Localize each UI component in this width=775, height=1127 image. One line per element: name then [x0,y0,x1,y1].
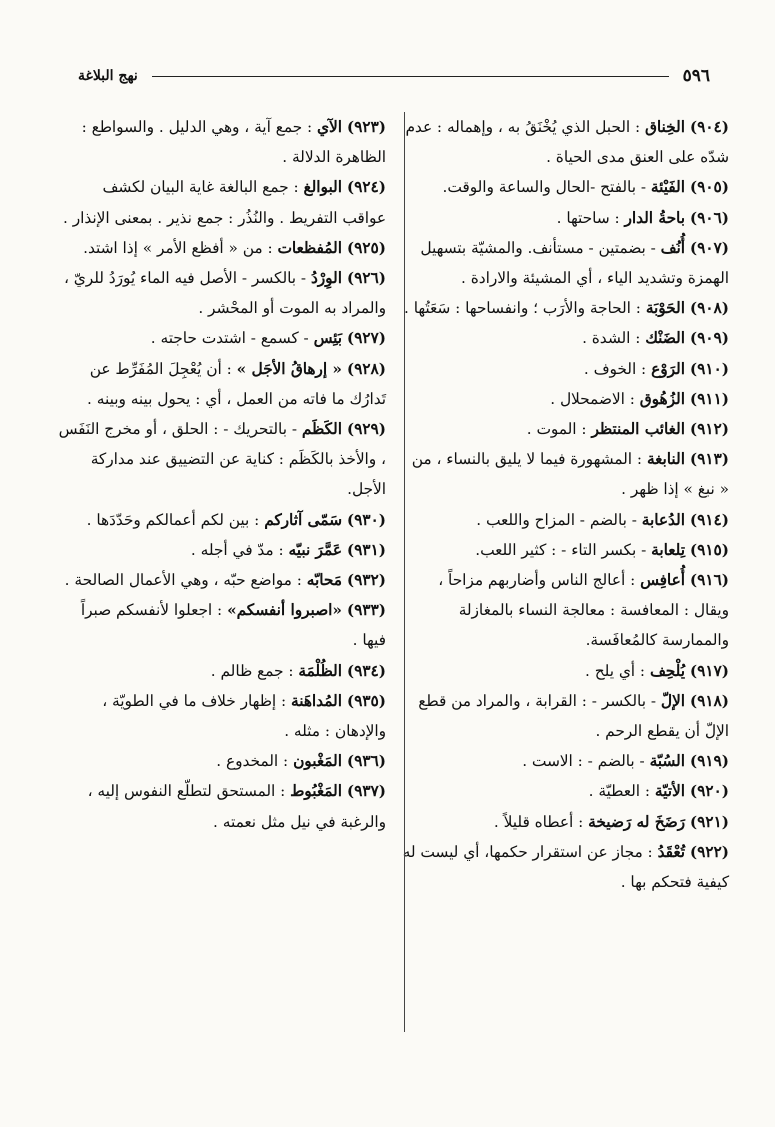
entry-definition: : مواضع حبّه ، وهي الأعمال الصالحة . [64,571,302,590]
entry-definition: - بكسر التاء - : كثير اللعب. [475,540,647,559]
entry-term: يُلْحِف [649,661,685,680]
entry-term: «اصبروا أنفسكم» [227,601,342,620]
entry-term: مَحابّه [306,571,342,590]
glossary-entry [399,293,729,323]
entry-term: الوِرْدُ [310,269,342,288]
entry-term: الزُهُوق [639,389,685,408]
entry-term: المَغْبُوط [290,782,342,801]
glossary-entry [56,595,386,655]
entry-definition: : اجعلوا لأنفسكم صبراً فيها . [80,601,386,650]
entry-number: (٩٣٧) [346,782,386,801]
entry-term: الغائب المنتظر [591,420,685,439]
entry-definition: : مدّ في أجله . [190,540,284,559]
entry-number: (٩١٤) [689,510,729,529]
entry-number: (٩٢٠) [689,782,729,801]
entry-term: تِلعابة [651,540,685,559]
entry-number: (٩٠٨) [689,299,729,318]
entry-number: (٩٢١) [689,812,729,831]
glossary-entry [56,112,386,172]
entry-term: رَضَخَ له رَضيخة [588,812,685,831]
entry-definition: : المشهورة فيما لا يليق بالنساء ، من « نبغ » إذا ظهر . [411,450,729,499]
entry-term: السُبّة [649,752,685,771]
entry-term: الرَوْع [651,359,685,378]
entry-term: المَغْبون [293,752,342,771]
glossary-entry [399,233,729,293]
glossary-entry [56,323,386,353]
entry-number: (٩٠٤) [689,118,729,136]
entry-term: باحةُ الدار [624,208,685,227]
entry-definition: : إظهار خلاف ما في الطويّة ، والإدهان : مثله . [102,691,386,741]
glossary-entry [399,535,729,565]
entry-term: الأتيّة [654,782,685,801]
entry-term: الآي [317,118,342,136]
entry-term: النابغة [646,450,685,469]
entry-number: (٩٣٢) [346,571,386,590]
entry-definition: : الشدة . [582,329,641,348]
entry-term: الحَوْبَة [645,299,685,318]
glossary-entry [399,323,729,353]
entry-term: « إرهاقُ الأجَل » [236,359,342,378]
glossary-entry [56,172,386,232]
entry-definition: - كسمع - اشتدت حاجته . [150,329,309,348]
entry-definition: : الموت . [526,420,587,439]
entry-number: (٩١٣) [689,450,729,469]
entry-number: (٩٢٢) [689,842,729,861]
glossary-entry [56,535,386,565]
entry-definition: - بالكسر - : القرابة ، والمراد من قطع الإلّ أن يقطع الرحم . [418,691,729,741]
glossary-entry [399,686,729,746]
entry-definition: : العطيّة . [588,782,651,801]
glossary-entry [399,807,729,837]
left-column [56,112,386,837]
glossary-entry [399,354,729,384]
entry-definition: : أعالج الناس وأضاربهم مزاحاً ، ويقال : المعافسة : معالجة النساء بالمغازلة والممارسة كالمُعافَسة. [438,571,729,650]
glossary-entry [56,776,386,836]
entry-term: عَمَّرَ نبيّه [288,540,342,559]
entry-definition: : جمع البالغة غاية البيان لكشف عواقب التفريط . والنُذُر : جمع نذير . بمعنى الإنذار . [63,178,386,227]
entry-number: (٩١٥) [689,540,729,559]
entry-number: (٩٠٥) [689,178,729,197]
entry-number: (٩٣١) [346,540,386,559]
entry-term: الخِناق [645,118,685,136]
entry-term: أُنُف [660,238,685,257]
entry-definition: : جمع آية ، وهي الدليل . والسواطع : الظاهرة الدلالة . [81,118,386,167]
glossary-entry [399,837,729,897]
entry-number: (٩١٠) [689,359,729,378]
entry-number: (٩٢٥) [346,238,386,257]
glossary-entry [56,656,386,686]
entry-definition: - بالضم - المزاح واللعب . [476,510,637,529]
entry-definition: - بالكسر - الأصل فيه الماء يُورَدُ للريّ ، والمراد به الموت أو المحْشر . [64,269,386,318]
entry-definition: - بالتحريك - : الحلق ، أو مخرج النَفَس ، والأخذ بالكَظَم : كناية عن التضييق عند مداركة الأجل. [58,420,386,499]
entry-term: البوالغ [303,178,342,197]
entry-number: (٩١١) [689,389,729,408]
glossary-entry [399,776,729,806]
entry-definition: - بالضم - : الاست . [522,752,645,771]
entry-number: (٩٣٥) [346,691,386,710]
entry-term: بَئِس [313,329,342,348]
entry-number: (٩٢٣) [346,118,386,136]
entry-number: (٩١٢) [689,420,729,439]
entry-definition: - بضمتين - مستأنف. والمشيّة بتسهيل الهمزة وتشديد الياء ، أي المشيئة والارادة . [420,238,729,288]
entry-definition: : جمع ظالم . [210,661,294,680]
glossary-entry [56,414,386,505]
entry-term: الظُلْمَة [298,661,342,680]
entry-definition: - بالفتح -الحال والساعة والوقت. [442,178,646,197]
glossary-entry [56,746,386,776]
glossary-entry [56,565,386,595]
entry-number: (٩٣٦) [346,752,386,771]
entry-term: الإلّ [660,691,685,710]
book-title: نهج البلاغة [78,68,138,84]
entry-number: (٩٢٩) [346,420,386,439]
entry-definition: : الحاجة والأرَب ؛ وانفساحها : سَعَتُها . [403,299,641,318]
page-header [78,64,710,88]
entry-number: (٩٢٦) [346,269,386,288]
glossary-entry [399,565,729,656]
glossary-entry [399,203,729,233]
entry-number: (٩٠٧) [689,238,729,257]
entry-term: المُفظعات [277,238,342,257]
entry-number: (٩١٧) [689,661,729,680]
entry-term: تُعْقَدُ [657,842,685,861]
glossary-entry [56,263,386,323]
entry-definition: : الحبل الذي يُخْنَقُ به ، وإهماله : عدم شدّه على العنق مدى الحياة . [405,118,729,167]
glossary-entry [56,354,386,414]
entry-definition: : بين لكم أعمالكم وحَدّدَها . [86,510,260,529]
entry-number: (٩٢٤) [346,178,386,197]
entry-definition: : أي يلح . [585,661,646,680]
entry-number: (٩٢٧) [346,329,386,348]
entry-term: سَمّى آثاركم [264,510,342,529]
entry-number: (٩٠٦) [689,208,729,227]
entry-number: (٩٣٤) [346,661,386,680]
entry-number: (٩٢٨) [346,359,386,378]
header-rule [152,76,669,77]
entry-definition: : المخدوع . [216,752,289,771]
entry-definition: : أن يُعْجِلَ المُفَرِّط عن تَدارُك ما فاته من العمل ، أي : يحول بينه وبينه . [87,359,386,408]
entry-term: الكَظَم [301,420,342,439]
entry-definition: : المستحق لتطلّع النفوس إليه ، والرغبة في نيل مثل نعمته . [87,782,386,831]
glossary-entry [399,414,729,444]
glossary-entry [399,746,729,776]
entry-term: الفَيْئة [650,178,685,197]
glossary-entry [399,384,729,414]
entry-number: (٩٠٩) [689,329,729,348]
glossary-entry [399,505,729,535]
glossary-entry [399,656,729,686]
entry-number: (٩١٩) [689,752,729,771]
entry-number: (٩٣٠) [346,510,386,529]
page-number: ٥٩٦ [682,66,710,86]
entry-number: (٩١٨) [689,691,729,710]
entry-term: الدُعابة [641,510,685,529]
entry-definition: : الاضمحلال . [550,389,635,408]
right-column [399,112,729,897]
entry-definition: : أعطاه قليلاً . [493,812,584,831]
glossary-entry [56,505,386,535]
entry-term: الضَنْك [645,329,685,348]
glossary-entry [399,444,729,504]
entry-term: المُداهَنة [291,691,342,710]
entry-definition: : من « أفظع الأمر » إذا اشتد. [83,238,273,257]
entry-definition: : ساحتها . [556,208,620,227]
glossary-entry [56,233,386,263]
glossary-entry [56,686,386,746]
entry-term: أُعافِس [640,571,685,590]
entry-number: (٩١٦) [689,571,729,590]
entry-definition: : مجاز عن استقرار حكمها، أي ليست له كيفية فتحكم بها . [402,842,729,892]
glossary-entry [399,172,729,202]
entry-definition: : الخوف . [583,359,647,378]
glossary-entry [399,112,729,172]
entry-number: (٩٣٣) [346,601,386,620]
column-divider [404,112,405,1032]
